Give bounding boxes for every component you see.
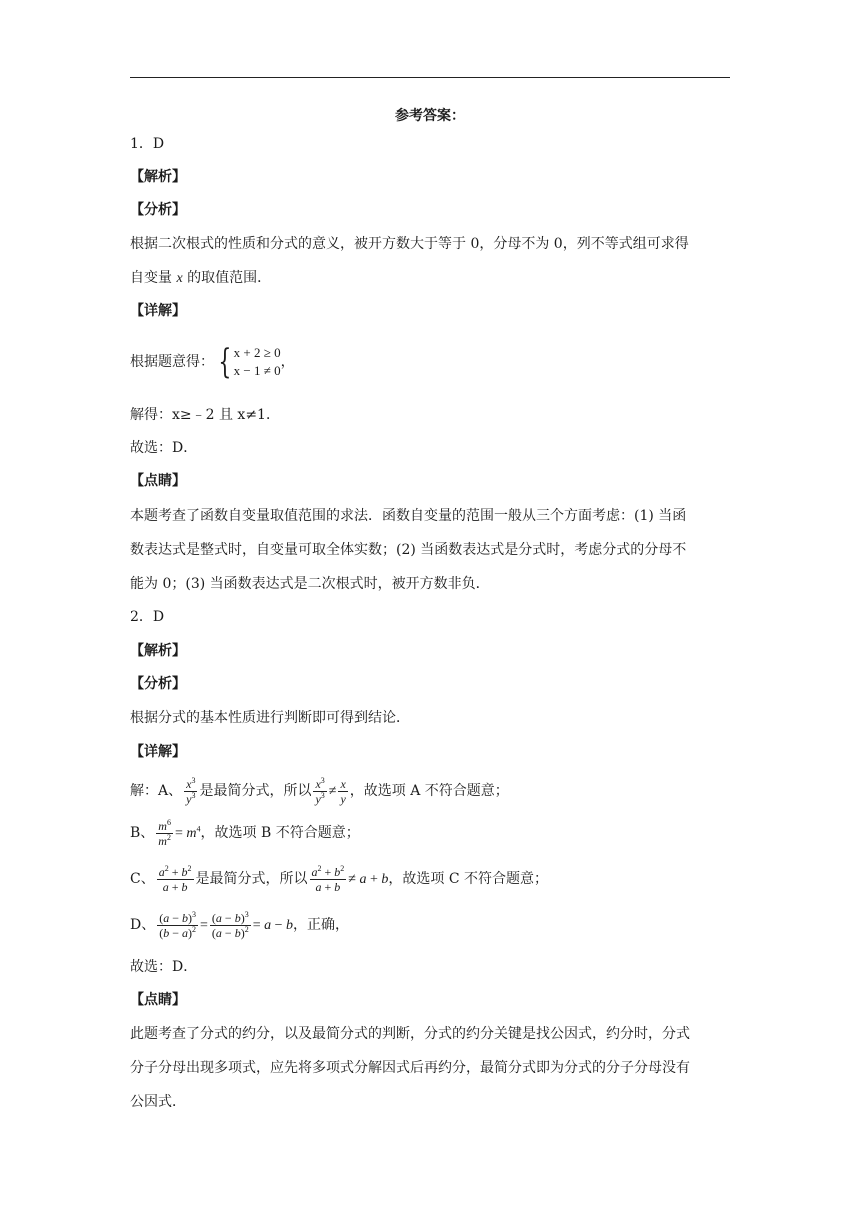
sys-line1: x + 2 ≥ 0	[233, 345, 281, 360]
q2-dianjing-label: 【点睛】	[130, 992, 186, 1008]
q2-option-a: 解：A、 $\frac{x^3}{y^3}$ 是最简分式，所以 $\frac{x^3}{y^3}$ ≠ $\frac{x}{y}$ ，故选项 A 不符合题意；	[130, 775, 509, 806]
page-title: 参考答案：	[395, 108, 465, 124]
q2-fenxi-label: 【分析】	[130, 676, 186, 692]
q2-xiangjie-label: 【详解】	[130, 744, 186, 760]
q1-inequality-system: 根据题意得： { x + 2 ≥ 0 x − 1 ≠ 0 ，	[130, 342, 295, 382]
q1-fenxi-label: 【分析】	[130, 202, 186, 218]
q1-number: 1．D	[130, 136, 165, 152]
q1-choose: 故选：D．	[130, 440, 198, 456]
q2-choose: 故选：D．	[130, 959, 198, 975]
q2-option-d: D、 $\frac{(a - b)^3}{(b - a)^2}$ = $\frac{(a - b)^3}{(a - b)^2}$ = a − b，正确，	[130, 909, 350, 940]
header-rule	[130, 77, 730, 78]
q2-jiexi-label: 【解析】	[130, 643, 186, 659]
q2-option-b: B、 $\frac{m^6}{m^2}$ = $m^4$，故选项 B 不符合题意；	[130, 817, 360, 848]
q1-jiexi-label: 【解析】	[130, 169, 186, 185]
q1-fenxi-line2: 自变量 x 的取值范围．	[130, 270, 272, 286]
q1-solution: 解得：x≥﹣2 且 x≠1．	[130, 407, 280, 423]
brace-symbol: {	[218, 342, 232, 382]
q2-dianjing-line2: 分子分母出现多项式，应先将多项式分解因式后再约分，最简分式即为分式的分子分母没有	[130, 1060, 690, 1076]
q2-option-c: C、 $\frac{a^2 + b^2}{a + b}$ 是最简分式，所以 $\frac{a^2 + b^2}{a + b}$ ≠ a + b，故选项 C 不符合题意；	[130, 863, 548, 894]
q2-dianjing-line1: 此题考查了分式的约分，以及最简分式的判断，分式的约分关键是找公因式，约分时，分式	[130, 1026, 690, 1042]
q2-number: 2．D	[130, 609, 165, 625]
q1-xiangjie-label: 【详解】	[130, 303, 186, 319]
q1-dianjing-line3: 能为 0；(3) 当函数表达式是二次根式时，被开方数非负．	[130, 576, 490, 592]
q2-dianjing-line3: 公因式．	[130, 1094, 186, 1110]
q1-dianjing-line1: 本题考查了函数自变量取值范围的求法．函数自变量的范围一般从三个方面考虑：(1) 当函	[130, 508, 687, 524]
sys-line2: x − 1 ≠ 0	[233, 363, 281, 378]
q1-fenxi-line1: 根据二次根式的性质和分式的意义，被开方数大于等于 0，分母不为 0，列不等式组可求得	[130, 236, 689, 252]
q1-dianjing-label: 【点睛】	[130, 473, 186, 489]
q2-fenxi-line1: 根据分式的基本性质进行判断即可得到结论．	[130, 710, 410, 726]
q1-dianjing-line2: 数表达式是整式时，自变量可取全体实数；(2) 当函数表达式是分式时，考虑分式的分母不	[130, 542, 687, 558]
